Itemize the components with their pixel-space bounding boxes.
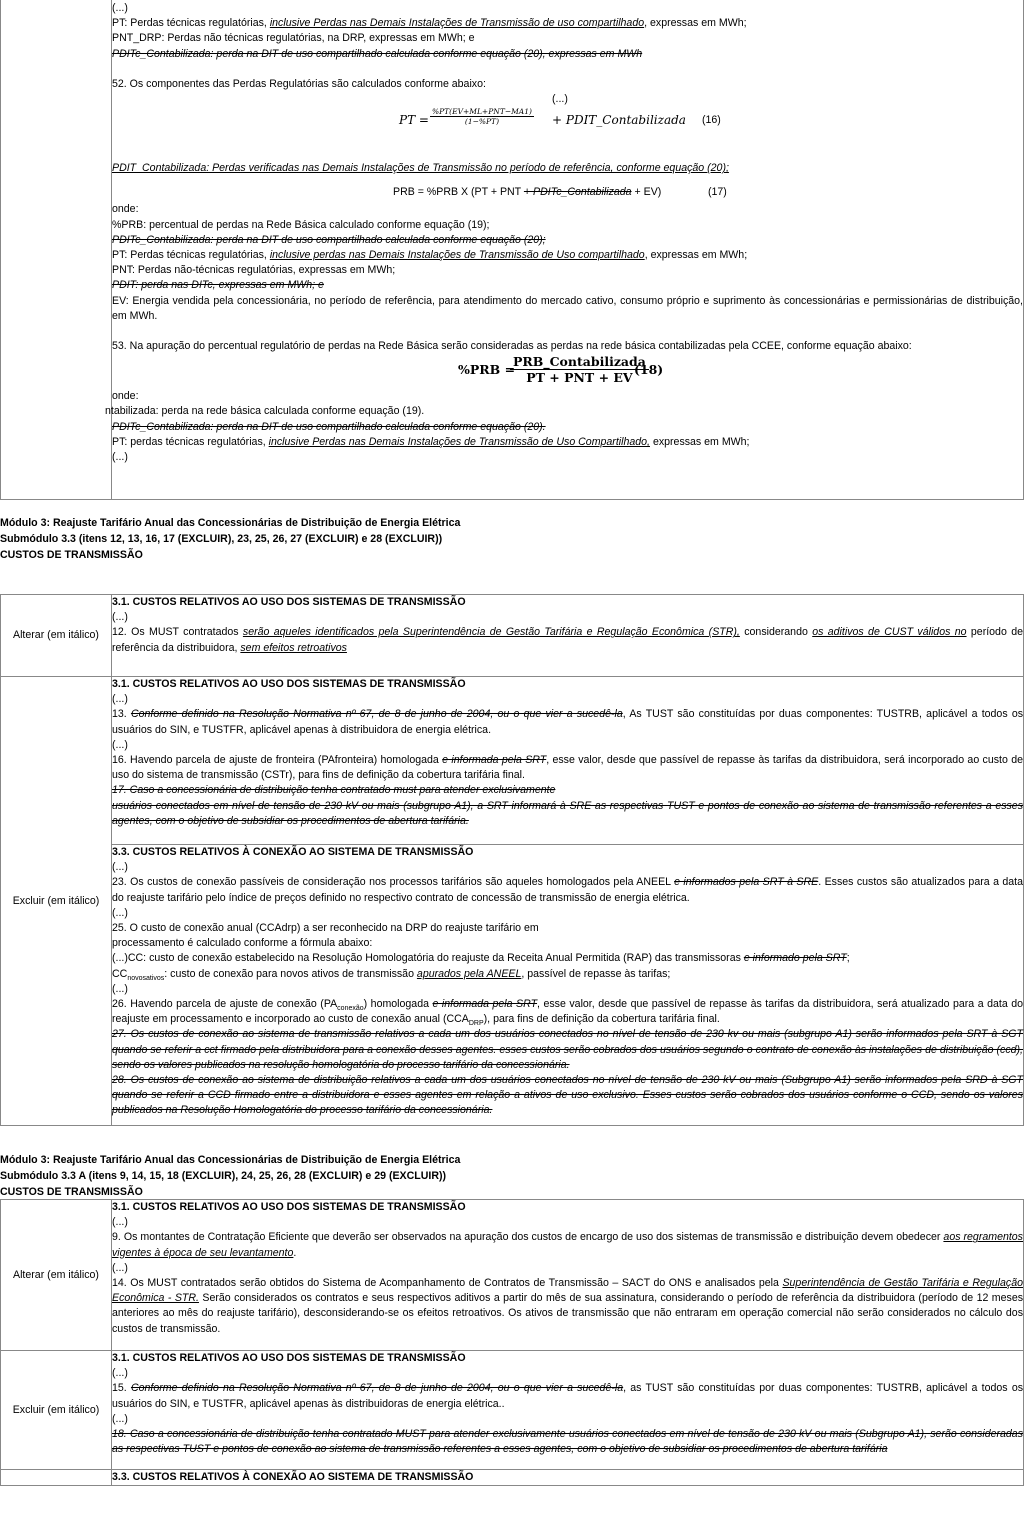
text-line: 25. O custo de conexão anual (CCAdrp) a ser reconhecido na DRP do reajuste tarifário em: [112, 922, 539, 935]
equation-16: PT = %PT(EV+ML+PNT−MA1) (1−%PT) + PDIT_Contabilizada (16): [399, 107, 721, 128]
header-line: Submódulo 3.3 (itens 12, 13, 16, 17 (EXCLUIR), 23, 25, 26, 27 (EXCLUIR) e 28 (EXCLUIR)): [0, 533, 443, 545]
struck-text: PDIT: perda nas DITc, expressas em MWh; e: [112, 279, 324, 292]
section-title: 3.3. CUSTOS RELATIVOS À CONEXÃO AO SISTEMA DE TRANSMISSÃO: [112, 1471, 474, 1483]
top-content-cell: [105, 0, 1024, 500]
top-table: [0, 0, 1024, 500]
paragraph: 12. Os MUST contratados serão aqueles identificados pela Superintendência de Gestão Tarifária e Regulação Econômica (STR), considerando os aditivos de CUST válidos no período de referência da distribuidora, sem efeitos retroativos: [112, 626, 1023, 654]
paragraph: 23. Os custos de conexão passíveis de consideração nos processos tarifários são aqueles homologados pela ANEEL e informados pela SRT à SRE. Esses custos são atualizados para a data do reajuste tarifário pelo índice de preços definido no respectivo contrato de concessão de transmissão de energia elétrica.: [112, 876, 1024, 904]
text-line: (...): [112, 1261, 128, 1274]
struck-text: 28. Os custos de conexão ao sistema de distribuição relativos a cada um dos usuários conectados no nível de tensão de 230 kV ou mais (Subgrupo A1) serão informados pela SRD à SGT quando se referir a CCD firmado entre a distribuidora e esses agentes em relação a ativos de uso exclusivo. Esses custos serão cobrados dos usuários conforme o CCD, sendo os valores publicados na Resolução Homologatória do processo tarifário da concessionária.: [112, 1074, 1023, 1117]
struck-text: 27. Os custos de conexão ao sistema de transmissão relativos a cada um dos usuários conectados no nível de tensão de 230 kv ou mais (subgrupo A1) serão informados pela SRT à SGT quando se referir a cct firmado pela distribuidora para a conexão desses agentes. esses custos serão cobrados dos usuários segundo o contrato de conexão às instalações de distribuição (ccd), sendo os valores publicados na resolução homologatória do processo tarifário da concessionária.: [112, 1028, 1023, 1071]
content-cell: [112, 1200, 1024, 1351]
section-title: 3.3. CUSTOS RELATIVOS À CONEXÃO AO SISTEMA DE TRANSMISSÃO: [112, 846, 474, 858]
section-title: 3.1. CUSTOS RELATIVOS AO USO DOS SISTEMAS DE TRANSMISSÃO: [112, 1201, 466, 1213]
text-line: (...): [112, 1216, 128, 1229]
text-line: onde:: [112, 390, 139, 403]
table-submodulo-3-3: [0, 594, 1024, 1126]
text-line: (...): [112, 2, 128, 14]
content-cell: [112, 845, 1024, 1126]
text-line: PNT_DRP: Perdas não técnicas regulatórias, na DRP, expressas em MWh; e: [112, 32, 475, 45]
content-cell: [112, 1470, 1024, 1486]
text-line: onde:: [112, 203, 139, 216]
text-line: processamento é calculado conforme a fórmula abaixo:: [112, 937, 373, 950]
text-line: (...): [112, 693, 128, 706]
section-title: 3.1. CUSTOS RELATIVOS AO USO DOS SISTEMAS DE TRANSMISSÃO: [112, 1352, 466, 1364]
row-label-excluir: Excluir (em itálico): [1, 1351, 112, 1470]
header-line: CUSTOS DE TRANSMISSÃO: [0, 549, 143, 561]
text-line: (...): [112, 982, 128, 995]
text-line: ntabilizada: perda na rede básica calculada conforme equação (19).: [105, 405, 425, 418]
text-line: (...)CC: custo de conexão estabelecido na Resolução Homologatória do reajuste da Receita Anual Permitida (RAP) das transmissoras e informado pela SRT;: [112, 952, 850, 965]
content-cell: [112, 677, 1024, 845]
struck-text: PDITc_Contabilizada: perda na DIT de uso compartilhado calculada conforme equação (20), expressas em MWh: [112, 47, 643, 60]
text-line: EV: Energia vendida pela concessionária, no período de referência, para atendimento do mercado cativo, consumo próprio e suprimento às concessionárias e permissionárias de distribuição, em MWh.: [112, 294, 1023, 322]
struck-text: PDITc_Contabilizada: perda na DIT de uso compartilhado calculada conforme equação (20).: [112, 420, 546, 433]
struck-text: usuários conectados em nível de tensão de 230 kV ou mais (subgrupo A1), a SRT informará à SRE as respectivas TUST e pontos de conexão ao sistema de transmissão referentes a esses agentes, com o objetivo de subsidiar os procedimentos de abertura tarifária.: [112, 799, 1023, 827]
text-line: (...): [552, 93, 568, 106]
row-label-excluir: Excluir (em itálico): [1, 677, 112, 1126]
text-line: (...): [112, 1367, 128, 1380]
equation-17: PRB = %PRB X (PT + PNT + PDITc_Contabilizada + EV) (17): [393, 186, 727, 199]
struck-text: 18. Caso a concessionária de distribuição tenha contratado MUST para atender exclusivamente usuários conectados em nível de tensão de 230 kV ou mais (Subgrupo A1), serão consideradas as respectivas TUST e pontos de conexão ao sistema de transmissão referentes a esses agentes, com o objetivo de subsidiar os procedimentos de abertura tarifária: [112, 1428, 1023, 1456]
text-line: $CC_{novosativos}$: custo de conexão para novos ativos de transmissão apurados pela ANEEL, passível de repasse às tarifas;: [112, 967, 671, 982]
paragraph: 13. Conforme definido na Resolução Normativa nº 67, de 8 de junho de 2004, ou o que vier a sucedê-la, As TUST são constituídas por duas componentes: TUSTRB, aplicável a todos os usuários do SIN, e TUSTFR, aplicável apenas à distribuidora de energia elétrica.: [112, 708, 1024, 736]
content-cell: [112, 1351, 1024, 1470]
text-line: 52. Os componentes das Perdas Regulatórias são calculados conforme abaixo:: [112, 77, 486, 90]
section-header-2: [0, 1152, 460, 1200]
text-line: (...): [112, 1412, 128, 1425]
text-line: 53. Na apuração do percentual regulatório de perdas na Rede Básica serão consideradas as perdas na rede básica contabilizadas pela CCEE, conforme equação abaixo:: [112, 340, 912, 353]
text-line: PDIT_Contabilizada: Perdas verificadas nas Demais Instalações de Transmissão no período de referência, conforme equação (20);: [112, 162, 729, 175]
table-submodulo-3-3a: [0, 1199, 1024, 1486]
paragraph: 16. Havendo parcela de ajuste de fronteira (PAfronteira) homologada e informada pela SRT, esse valor, desde que passível de repasse às tarifas da distribuidora, será incorporado ao custo de uso do sistema de transmissão (CSTr), para fins de definição da cobertura tarifária final.: [112, 754, 1023, 782]
text-line: (...): [112, 451, 128, 464]
paragraph: 15. Conforme definido na Resolução Normativa nº 67, de 8 de junho de 2004, ou o que vier a sucedê-la, as TUST são constituídas por duas componentes: TUSTRB, aplicável a todos os usuários do SIN, e TUSTFR, aplicável apenas às distribuidoras de energia elétrica..: [112, 1382, 1024, 1410]
header-line: Submódulo 3.3 A (itens 9, 14, 15, 18 (EXCLUIR), 24, 25, 26, 28 (EXCLUIR) e 29 (EXCLUIR)): [0, 1170, 447, 1182]
struck-text: 17. Caso a concessionária de distribuição tenha contratado must para atender exclusivamente: [112, 784, 556, 797]
paragraph: 14. Os MUST contratados serão obtidos do Sistema de Acompanhamento de Contratos de Transmissão – SACT do ONS e analisados pela Superintendência de Gestão Tarifária e Regulação Econômica - STR. Serão considerados os contratos e seus respectivos aditivos a partir do mês de sua assinatura, considerando o período de referência da distribuidora (período de 12 meses anteriores ao mês do reajuste tarifário), desconsiderando-se os efeitos retroativos. Os ativos de transmissão que não entraram em operação comercial não serão considerados no cálculo dos custos de transmissão.: [112, 1277, 1024, 1335]
text-line: (...): [112, 738, 128, 751]
top-label-cell: [1, 0, 112, 500]
header-line: CUSTOS DE TRANSMISSÃO: [0, 1186, 143, 1198]
section-header-1: [0, 515, 460, 563]
section-title: 3.1. CUSTOS RELATIVOS AO USO DOS SISTEMAS DE TRANSMISSÃO: [112, 678, 466, 690]
empty-label-cell: [1, 1470, 112, 1486]
text-line: (...): [112, 861, 128, 874]
content-cell: [112, 595, 1024, 677]
section-title: 3.1. CUSTOS RELATIVOS AO USO DOS SISTEMAS DE TRANSMISSÃO: [112, 596, 466, 608]
text-line: PT: perdas técnicas regulatórias, inclusive Perdas nas Demais Instalações de Transmissão de Uso Compartilhado, expressas em MWh;: [112, 435, 750, 448]
equation-18: %PRB = PRB_Contabilizada PT + PNT + EV (18): [458, 354, 664, 386]
text-line: (...): [112, 611, 128, 624]
text-line: %PRB: percentual de perdas na Rede Básica calculado conforme equação (19);: [112, 218, 490, 231]
paragraph: 26. Havendo parcela de ajuste de conexão $(PA_{conexão})$ homologada e informada pela SRT, esse valor, desde que passível de repasse às tarifas da distribuidora, será atualizado para a data do reajuste em processamento e incorporado ao custo de conexão anual $(CCA_{DRP})$, para fins de definição da cobertura tarifária final.: [112, 998, 1023, 1028]
paragraph: 9. Os montantes de Contratação Eficiente que deverão ser observados na apuração dos custos de encargo de uso dos sistemas de transmissão e distribuição devem obedecer aos regramentos vigentes à época de seu levantamento.: [112, 1231, 1023, 1259]
header-line: Módulo 3: Reajuste Tarifário Anual das Concessionárias de Distribuição de Energia Elétrica: [0, 517, 461, 529]
text-line: (...): [112, 906, 128, 919]
row-label-alterar: Alterar (em itálico): [1, 1200, 112, 1351]
text-line: PT: Perdas técnicas regulatórias, inclusive Perdas nas Demais Instalações de Transmissão de uso compartilhado, expressas em MWh;: [112, 17, 747, 30]
text-line: PT: Perdas técnicas regulatórias, inclusive perdas nas Demais Instalações de Transmissão de Uso compartilhado, expressas em MWh;: [112, 249, 748, 262]
struck-text: PDITc_Contabilizada: perda na DIT de uso compartilhado calculada conforme equação (20);: [112, 233, 546, 246]
header-line: Módulo 3: Reajuste Tarifário Anual das Concessionárias de Distribuição de Energia Elétrica: [0, 1154, 461, 1166]
text-line: PNT: Perdas não-técnicas regulatórias, expressas em MWh;: [112, 264, 396, 277]
row-label-alterar: Alterar (em itálico): [1, 595, 112, 677]
